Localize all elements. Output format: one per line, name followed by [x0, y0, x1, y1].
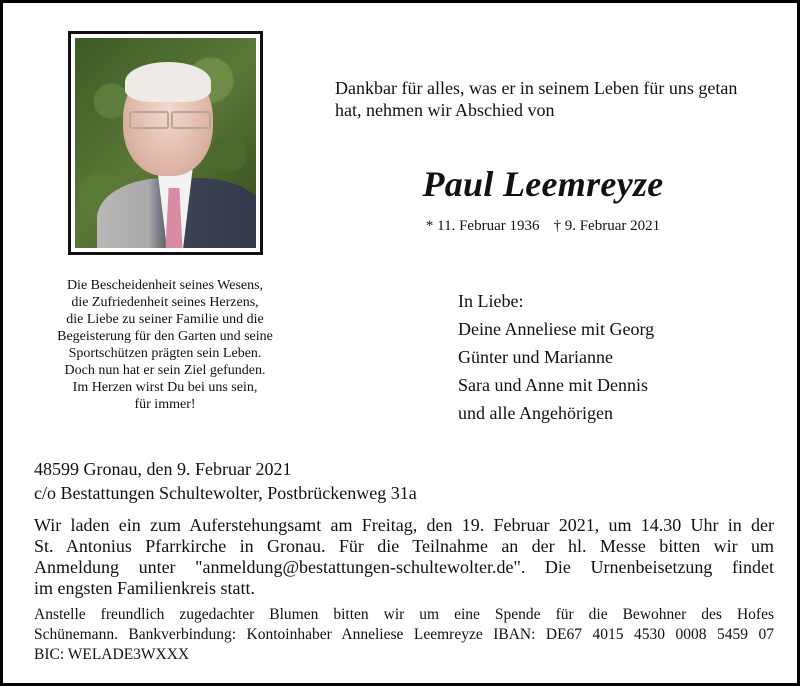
service-announcement — [34, 515, 774, 599]
family-line: Sara und Anne mit Dennis — [458, 375, 648, 395]
address-block — [34, 457, 417, 505]
poem-line: Im Herzen wirst Du bei uns sein, — [72, 380, 258, 395]
poem-line: die Zufriedenheit seines Herzens, — [71, 295, 259, 310]
poem-line: Sportschützen prägten sein Leben. — [68, 346, 262, 361]
family-line: Deine Anneliese mit Georg — [458, 319, 655, 339]
donation-line: Schünemann. Bankverbindung: Kontoinhaber Anneliese Leemreyze IBAN: DE67 4015 4530 0008 5459 07 — [34, 626, 774, 643]
service-line: Wir laden ein zum Auferstehungsamt am Freitag, den 19. Februar 2021, um 14.30 Uhr in der — [34, 515, 774, 535]
service-line: St. Antonius Pfarrkirche in Gronau. Für die Teilnahme an der hl. Messe bitten wir um — [34, 536, 774, 556]
family-line: und alle Angehörigen — [458, 403, 613, 423]
death-date: † 9. Februar 2021 — [553, 218, 661, 234]
photo-frame — [68, 31, 263, 255]
portrait-photo — [75, 38, 256, 248]
birth-date: * 11. Februar 1936 — [425, 218, 540, 234]
poem — [25, 277, 305, 413]
poem-line: für immer! — [134, 397, 196, 412]
intro-line: Dankbar für alles, was er in seinem Leben für uns getan — [335, 78, 738, 98]
photo-glasses — [125, 111, 215, 127]
service-line: im engsten Familienkreis statt. — [34, 578, 255, 598]
donation-notice — [34, 605, 774, 665]
poem-line: Doch nun hat er sein Ziel gefunden. — [64, 363, 266, 378]
family-signatures — [458, 287, 654, 427]
deceased-name: Paul Leemreyze — [422, 164, 664, 204]
place-date: 48599 Gronau, den 9. Februar 2021 — [34, 459, 292, 479]
donation-line: BIC: WELADE3WXXX — [34, 646, 190, 663]
family-line: In Liebe: — [458, 291, 524, 311]
family-line: Günter und Marianne — [458, 347, 613, 367]
intro-text — [335, 77, 785, 121]
intro-line: hat, nehmen wir Abschied von — [335, 100, 555, 120]
life-dates — [333, 218, 753, 235]
service-line: Anmeldung unter "anmeldung@bestattungen-schultewolter.de". Die Urnenbeisetzung findet — [34, 557, 774, 577]
poem-line: Begeisterung für den Garten und seine — [57, 329, 273, 344]
poem-line: die Liebe zu seiner Familie und die — [66, 312, 264, 327]
poem-line: Die Bescheidenheit seines Wesens, — [66, 278, 264, 293]
photo-hair — [125, 62, 211, 102]
care-of-address: c/o Bestattungen Schultewolter, Postbrückenweg 31a — [34, 483, 417, 503]
donation-line: Anstelle freundlich zugedachter Blumen bitten wir um eine Spende für die Bewohner des Hofes — [34, 606, 774, 623]
